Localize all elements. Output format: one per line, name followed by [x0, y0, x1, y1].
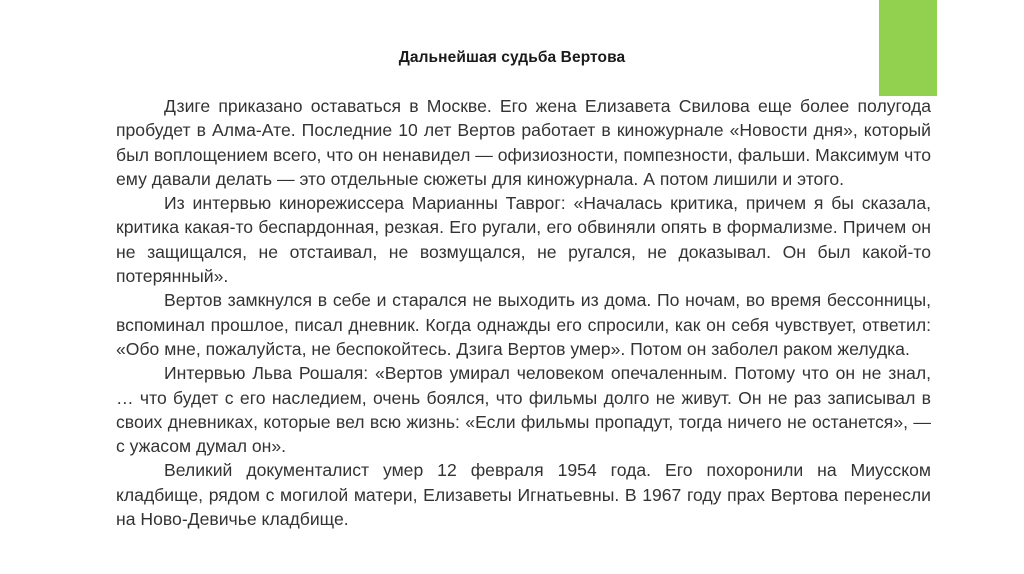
paragraph-1: Дзиге приказано оставаться в Москве. Его жена Елизавета Свилова еще более полугода пробудет в Алма-Ате. Последние 10 лет Вертов работает в киножурнале «Новости дня», который был воплощением всего, что он ненавидел — офизиозности, помпезности, фальши. Максимум что ему давали делать — это отдельные сюжеты для киножурнала. А потом лишили и этого.: [116, 96, 931, 189]
accent-bar: [879, 0, 937, 96]
paragraph-2: Из интервью кинорежиссера Марианны Таврог: «Началась критика, причем я бы сказала, критика какая-то беспардонная, резкая. Его ругали, его обвиняли опять в формализме. Причем он не защищался, не отстаивал, не возмущался, не ругался, не доказывал. Он был какой-то потерянный».: [116, 193, 931, 287]
paragraph-4: Интервью Льва Рошаля: «Вертов умирал человеком опечаленным. Потому что он не знал, … что будет с его наследием, очень боялся, что фильмы долго не живут. Он не раз записывал в своих дневниках, которые вел всю жизнь: «Если фильмы пропадут, тогда ничего не останется», — с ужасом думал он».: [116, 363, 931, 457]
slide-body: [116, 94, 931, 531]
paragraph-3: Вертов замкнулся в себе и старался не выходить из дома. По ночам, во время бессонницы, вспоминал прошлое, писал дневник. Когда однажды его спросили, как он себя чувствует, ответил: «Обо мне, пожалуйста, не беспокойтесь. Дзига Вертов умер». Потом он заболел раком желудка.: [116, 290, 931, 359]
paragraph-5: Великий документалист умер 12 февраля 1954 года. Его похоронили на Миусском кладбище, рядом с могилой матери, Елизаветы Игнатьевны. В 1967 году прах Вертова перенесли на Ново-Девичье кладбище.: [116, 460, 931, 530]
slide-title: Дальнейшая судьба Вертова: [398, 49, 626, 66]
